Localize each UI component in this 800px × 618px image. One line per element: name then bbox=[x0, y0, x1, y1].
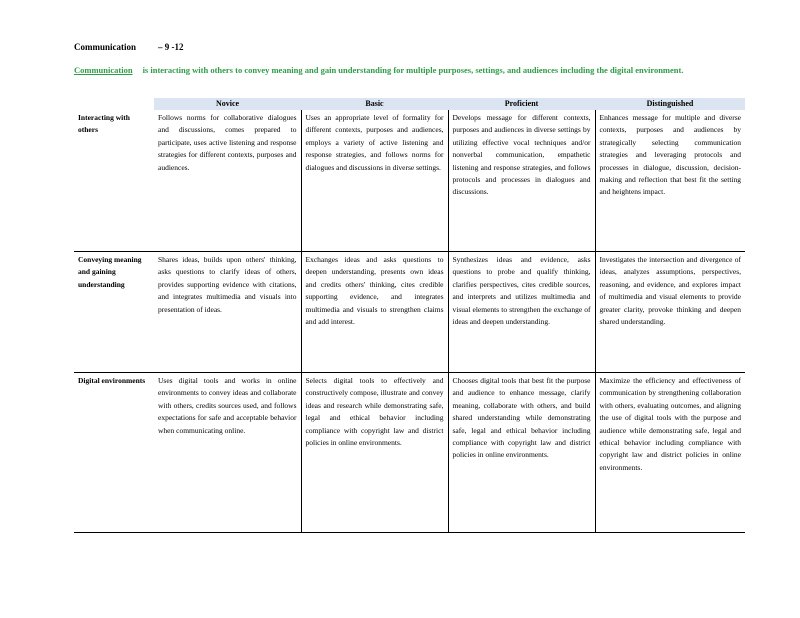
header-novice: Novice bbox=[154, 98, 301, 110]
grade-range: – 9 -12 bbox=[158, 42, 184, 52]
cell-proficient: Synthesizes ideas and evidence, asks questions to probe and qualify thinking, clarifies perspectives, cites credible sources, and interprets and utilizes multimedia and visual elements to strengthen the exchange of ideas and deepen understanding. bbox=[448, 252, 595, 373]
cell-proficient: Chooses digital tools that best fit the purpose and audience to enhance message, clarify meaning, collaborate with others, and build shared understanding while demonstrating safe, legal and ethical behavior including compliance with copyright law and district policies in online environments. bbox=[448, 373, 595, 533]
cell-distinguished: Investigates the intersection and divergence of ideas, analyzes assumptions, perspectives, reasoning, and evidence, and explores impact of multimedia and visual elements to provide greater clarity, provoke thinking and deepen shared understanding. bbox=[595, 252, 745, 373]
cell-novice: Shares ideas, builds upon others' thinking, asks questions to clarify ideas of others, provides supporting evidence with citations, and integrates multimedia and visuals into presentation of ideas. bbox=[154, 252, 301, 373]
page-title bbox=[74, 42, 184, 52]
title-text: Communication bbox=[74, 42, 137, 52]
definition-term: Communication bbox=[74, 65, 133, 75]
cell-basic: Exchanges ideas and asks questions to deepen understanding, presents own ideas and credits others' thinking, cites credible supporting evidence, and integrates multimedia and visuals to strengthen claims and add interest. bbox=[301, 252, 448, 373]
cell-novice: Follows norms for collaborative dialogues and discussions, comes prepared to participate, uses active listening and response strategies for different contexts, purposes and audiences. bbox=[154, 110, 301, 252]
cell-proficient: Develops message for different contexts, purposes and audiences in diverse settings by utilizing effective vocal techniques and/or nonverbal communication, empathetic listening and response strategies, and follows protocols and processes in dialogues and discussions. bbox=[448, 110, 595, 252]
cell-novice: Uses digital tools and works in online environments to convey ideas and collaborate with others, credits sources used, and follows expectations for safe and acceptable behavior when communicating online. bbox=[154, 373, 301, 533]
cell-distinguished: Enhances message for multiple and diverse contexts, purposes and audiences by strategically selecting communication strategies and leveraging protocols and processes in dialogue, discussion, decision-making and reflection that best fit the setting and heightens impact. bbox=[595, 110, 745, 252]
communication-definition bbox=[74, 64, 739, 76]
row-label: Interacting with others bbox=[74, 110, 154, 252]
header-basic: Basic bbox=[301, 98, 448, 110]
cell-basic: Selects digital tools to effectively and constructively compose, illustrate and convey ideas and research while demonstrating safe, legal and ethical behavior including compliance with copyright law and district policies in online environments. bbox=[301, 373, 448, 533]
rubric-table bbox=[74, 98, 745, 533]
row-label: Digital environments bbox=[74, 373, 154, 533]
table-row-digital bbox=[74, 373, 745, 533]
cell-basic: Uses an appropriate level of formality for different contexts, purposes and audiences, employs a variety of active listening and response strategies, and follows norms for dialogues and discussions in diverse settings. bbox=[301, 110, 448, 252]
table-row-conveying bbox=[74, 252, 745, 373]
row-label: Conveying meaning and gaining understanding bbox=[74, 252, 154, 373]
definition-text: is interacting with others to convey meaning and gain understanding for multiple purposes, settings, and audiences including the digital environment. bbox=[142, 65, 684, 75]
cell-distinguished: Maximize the efficiency and effectiveness of communication by strengthening collaboration with others, evaluating outcomes, and aligning the use of digital tools with the purpose and audience while demonstrating safe, legal and ethical behavior including compliance with copyright law and district policies in online environments. bbox=[595, 373, 745, 533]
header-blank bbox=[74, 98, 154, 110]
table-row-interacting bbox=[74, 110, 745, 252]
header-row bbox=[74, 98, 745, 110]
header-distinguished: Distinguished bbox=[595, 98, 745, 110]
header-proficient: Proficient bbox=[448, 98, 595, 110]
